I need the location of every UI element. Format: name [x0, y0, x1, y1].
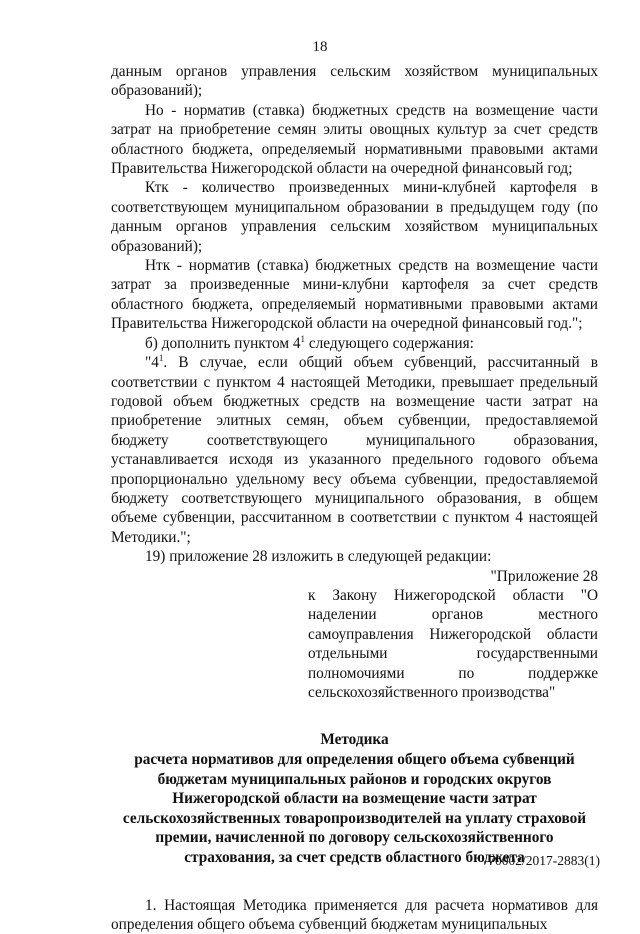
- document-body: [111, 62, 598, 934]
- paragraph: 1. Настоящая Методика применяется для расчета нормативов для определения общего объема субвенций бюджетам муниципальных: [111, 896, 598, 933]
- appendix-title: "Приложение 28: [490, 567, 598, 585]
- paragraph-text: "4: [145, 354, 159, 372]
- paragraph: [111, 334, 598, 353]
- title-line: Методика: [320, 731, 389, 749]
- methodology-title: [111, 730, 598, 867]
- paragraph: [111, 353, 598, 547]
- page-number: 18: [312, 39, 328, 55]
- paragraph: Нтк - норматив (ставка) бюджетных средств на возмещение части затрат за произведенные мини-клубни картофеля за счет средств областного бюджета, определяемый нормативными правовыми актами Правительства Нижегородской области на очередной финансовый год.";: [111, 257, 598, 333]
- paragraph-text: б) дополнить пунктом 4: [145, 334, 301, 352]
- paragraph-text: . В случае, если общий объем субвенций, рассчитанный в соответствии с пунктом 4 настоящей Методики, превышает предельный годовой объем бюджетных средств на возмещение части затрат на приобретение элитных семян, объем субвенции, предоставляемой бюджету соответствующего муниципального образования, устанавливается исходя из указанного предельного годового объема пропорционально удельному весу объема субвенции, предоставляемой бюджету соответствующего муниципального образования, в общем объеме субвенции, рассчитанном в соответствии с пунктом 4 настоящей Методики.";: [111, 354, 598, 546]
- paragraph: данным органов управления сельским хозяйством муниципальных образований);: [111, 63, 598, 100]
- appendix-header: [308, 567, 598, 703]
- superscript: 1: [158, 353, 164, 364]
- paragraph: Ктк - количество произведенных мини-клубней картофеля в соответствующем муниципальном образовании в предыдущем году (по данным органов управления сельским хозяйством муниципальных образований);: [111, 179, 598, 255]
- title-line: расчета нормативов для определения общего объема субвенций бюджетам муниципальных районов и городских округов Нижегородской области на возмещение части затрат сельскохозяйственных товаропроизводителей на уплату страховой премии, начисленной по договору сельскохозяйственного страхования, за счет средств областного бюджета: [122, 751, 587, 866]
- paragraph: 19) приложение 28 изложить в следующей редакции:: [145, 548, 492, 566]
- document-number: 70002/2017-2883(1): [488, 853, 600, 868]
- paragraph-text: следующего содержания:: [305, 334, 474, 352]
- appendix-text: к Закону Нижегородской области "О наделении органов местного самоуправления Нижегородской области отдельными государственными полномочиями по поддержке сельскохозяйственного производства": [308, 586, 598, 701]
- superscript: 1: [300, 333, 306, 344]
- paragraph: Но - норматив (ставка) бюджетных средств на возмещение части затрат на приобретение семян элиты овощных культур за счет средств областного бюджета, определяемый нормативными правовыми актами Правительства Нижегородской области на очередной финансовый год;: [111, 101, 598, 178]
